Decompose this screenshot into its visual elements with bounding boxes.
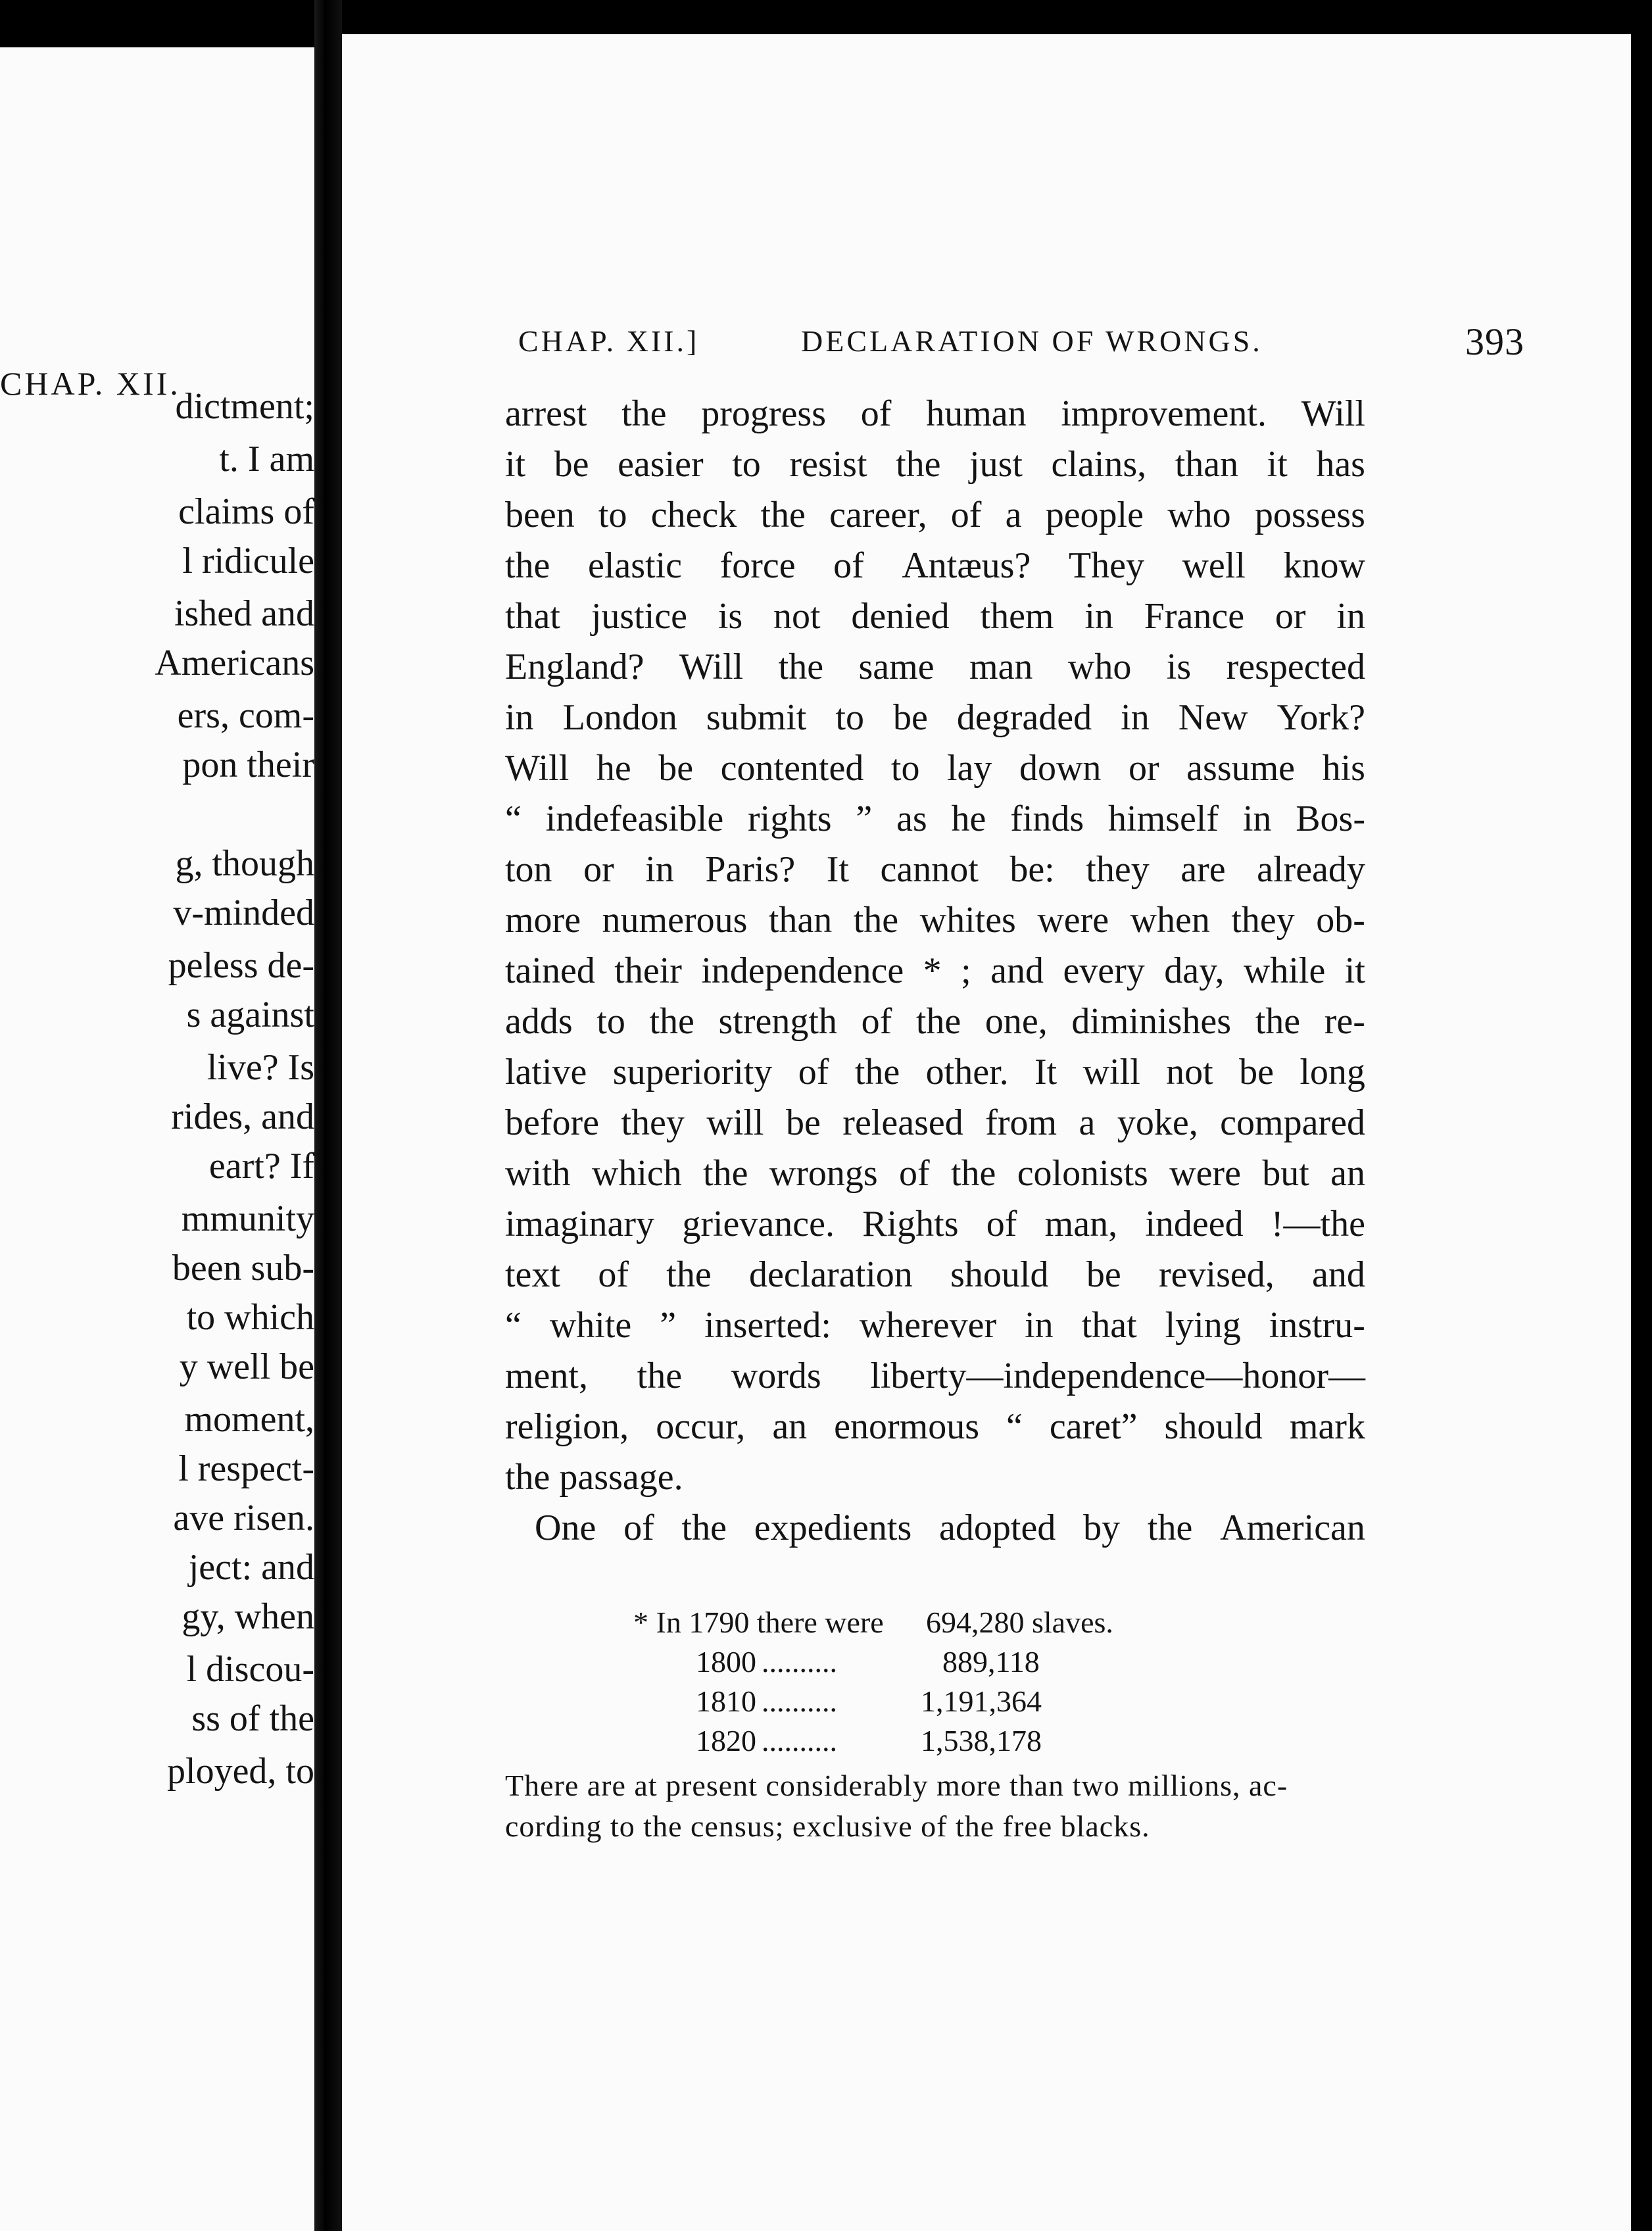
left-text-line: ployed, to xyxy=(167,1751,314,1792)
text-line: been to check the career, of a people who possess xyxy=(505,495,1365,535)
footnote-year: * In 1790 there were xyxy=(633,1606,884,1639)
text-line: tained their independence * ; and every day, while it xyxy=(505,950,1365,991)
left-text-line: eart? If xyxy=(208,1146,314,1187)
left-text-line: ave risen. xyxy=(173,1498,314,1538)
text-line: the passage. xyxy=(505,1457,683,1498)
footnote-value: 1,191,364 xyxy=(921,1684,1042,1718)
left-text-line: g, though xyxy=(175,843,314,884)
left-text-line: s against xyxy=(186,994,314,1035)
footnote-row xyxy=(505,1644,1373,1684)
left-text-line: peless de- xyxy=(168,945,314,986)
text-line: Will he be contented to lay down or assume his xyxy=(505,748,1365,789)
left-text-line: v-minded xyxy=(173,893,314,933)
text-line: One of the expedients adopted by the American xyxy=(535,1508,1365,1548)
running-head xyxy=(518,320,1631,370)
left-text-line: live? Is xyxy=(206,1047,314,1088)
text-line: it be easier to resist the just clains, than it has xyxy=(505,444,1365,485)
footnote-leader-dots: .......... xyxy=(762,1645,837,1679)
left-text-line: claims of xyxy=(178,491,314,532)
footnote-row xyxy=(505,1684,1373,1723)
left-text-line: ss of the xyxy=(191,1698,314,1739)
left-text-line: l ridicule xyxy=(182,541,314,581)
scan-border-right xyxy=(1631,0,1652,2231)
book-gutter xyxy=(314,0,342,2231)
text-line: lative superiority of the other. It will not be long xyxy=(505,1052,1365,1092)
left-text-line: rides, and xyxy=(171,1096,314,1137)
left-text-line: been sub- xyxy=(172,1248,314,1288)
left-running-head: CHAP. XII. xyxy=(0,365,181,402)
right-page xyxy=(342,34,1631,2231)
footnote-value: 889,118 xyxy=(942,1645,1040,1679)
left-text-line: t. I am xyxy=(219,439,314,479)
text-line: text of the declaration should be revised, and xyxy=(505,1254,1365,1295)
footnote-leader-dots: .......... xyxy=(762,1724,837,1757)
text-line: arrest the progress of human improvement. Will xyxy=(505,393,1365,434)
footnote-row xyxy=(505,1605,1373,1644)
text-line: England? Will the same man who is respected xyxy=(505,647,1365,687)
left-text-line: ers, com- xyxy=(177,695,314,736)
page-number: 393 xyxy=(1465,320,1524,363)
footnote-leader-dots: .......... xyxy=(762,1684,837,1718)
footnote-year: 1800 xyxy=(696,1645,756,1679)
left-text-line: pon their xyxy=(182,745,314,785)
text-line: imaginary grievance. Rights of man, indeed !—the xyxy=(505,1204,1365,1244)
footnote-value: 1,538,178 xyxy=(921,1724,1042,1757)
left-text-line: mmunity xyxy=(181,1198,314,1239)
text-line: “ white ” inserted: wherever in that lying instru- xyxy=(505,1305,1365,1346)
text-line: ment, the words liberty—independence—honor— xyxy=(505,1356,1365,1396)
footnote xyxy=(505,1605,1373,1850)
text-line: the elastic force of Antæus? They well know xyxy=(505,545,1365,586)
text-line: in London submit to be degraded in New York? xyxy=(505,697,1365,738)
left-text-line: l respect- xyxy=(178,1448,314,1489)
left-text-line: moment, xyxy=(184,1399,314,1440)
left-text-line: gy, when xyxy=(182,1596,314,1637)
left-text-line: ject: and xyxy=(188,1547,314,1588)
scan-border-top xyxy=(0,0,1652,34)
chapter-title: DECLARATION OF WRONGS. xyxy=(801,324,1263,358)
body-text xyxy=(505,393,1386,1557)
text-line: more numerous than the whites were when they ob- xyxy=(505,900,1365,941)
chapter-label: CHAP. XII.] xyxy=(518,324,700,358)
footnote-text-line: There are at present considerably more than two millions, ac- xyxy=(505,1769,1288,1802)
text-line: “ indefeasible rights ” as he finds himself in Bos- xyxy=(505,798,1365,839)
text-line: with which the wrongs of the colonists were but an xyxy=(505,1153,1365,1194)
left-text-line: dictment; xyxy=(175,386,314,427)
left-text-line: y well be xyxy=(179,1346,314,1387)
left-text-line: to which xyxy=(186,1297,314,1338)
text-line: before they will be released from a yoke, compared xyxy=(505,1102,1365,1143)
left-text-line: ished and xyxy=(174,593,314,634)
footnote-row xyxy=(505,1723,1373,1763)
footnote-text-line: cording to the census; exclusive of the free blacks. xyxy=(505,1809,1150,1843)
footnote-year: 1810 xyxy=(696,1684,756,1718)
text-line: religion, occur, an enormous “ caret” should mark xyxy=(505,1406,1365,1447)
text-line: adds to the strength of the one, diminishes the re- xyxy=(505,1001,1365,1042)
left-text-line: Americans xyxy=(155,643,314,683)
text-line: that justice is not denied them in France or in xyxy=(505,596,1365,637)
left-text-line: l discou- xyxy=(186,1649,314,1690)
footnote-year: 1820 xyxy=(696,1724,756,1757)
left-page xyxy=(0,47,314,2231)
text-line: ton or in Paris? It cannot be: they are already xyxy=(505,849,1365,890)
footnote-value: 694,280 slaves. xyxy=(926,1606,1113,1639)
